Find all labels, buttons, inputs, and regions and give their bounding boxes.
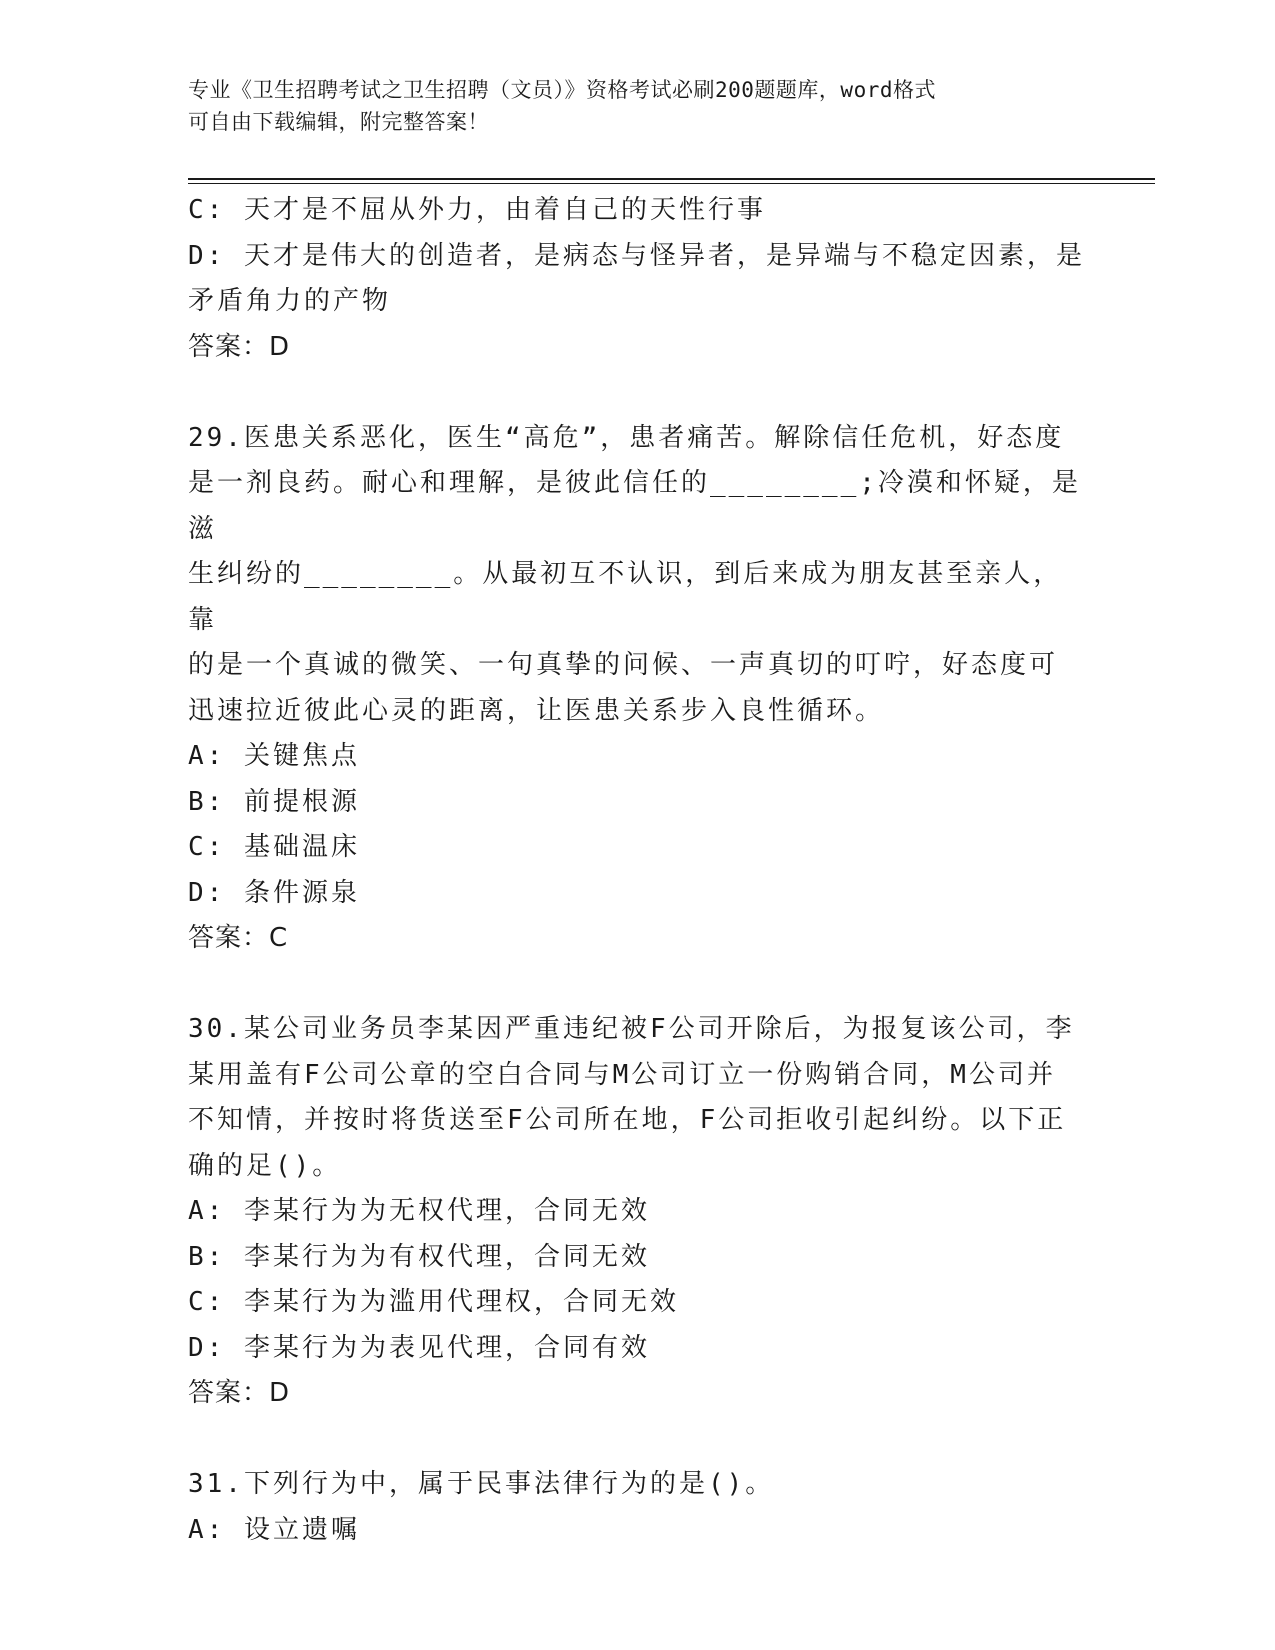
answer: 答案：C — [188, 923, 289, 953]
option-c: C: 李某行为为滥用代理权，合同无效 — [188, 1287, 679, 1317]
answer: 答案：D — [188, 331, 291, 362]
question-stem-line: 不知情，并按时将货送至F公司所在地，F公司拒收引起纠纷。以下正 — [188, 1105, 1067, 1135]
question-stem-line: 的是一个真诚的微笑、一句真挚的问候、一声真切的叮咛，好态度可 — [188, 650, 1059, 680]
question-stem-line: 迅速拉近彼此心灵的距离，让医患关系步入良性循环。 — [188, 695, 885, 726]
question-29 — [188, 416, 1088, 962]
option-d: D: 条件源泉 — [188, 877, 360, 908]
header-divider-thin — [188, 183, 1155, 184]
question-31 — [188, 1462, 1088, 1553]
question-stem-line: 29.医患关系恶化，医生“高危”，患者痛苦。解除信任危机，好态度 — [188, 422, 1065, 453]
question-stem-line: 是一剂良药。耐心和理解，是彼此信任的________;冷漠和怀疑，是滋 — [188, 468, 1081, 544]
header-line-2: 可自由下载编辑，附完整答案！ — [188, 110, 489, 134]
question-stem-line: 30.某公司业务员李某因严重违纪被F公司开除后，为报复该公司，李 — [188, 1014, 1075, 1044]
spacer — [188, 962, 1088, 1008]
option-b: B: 李某行为为有权代理，合同无效 — [188, 1241, 650, 1272]
question-stem-line: 某用盖有F公司公章的空白合同与M公司订立一份购销合同，M公司并 — [188, 1059, 1056, 1090]
header-line-1: 专业《卫生招聘考试之卫生招聘（文员）》资格考试必刷200题题库，word格式 — [188, 78, 936, 102]
document-body — [188, 188, 1088, 1553]
spacer — [188, 1417, 1088, 1463]
question-28-tail — [188, 188, 1088, 370]
option-d-line-2: 矛盾角力的产物 — [188, 286, 392, 316]
option-a: A: 设立遗嘱 — [188, 1514, 360, 1545]
option-d: D: 李某行为为表见代理，合同有效 — [188, 1332, 650, 1363]
option-d-line-1: D: 天才是伟大的创造者，是病态与怪异者，是异端与不稳定因素，是 — [188, 240, 1085, 271]
question-stem-line: 31.下列行为中，属于民事法律行为的是()。 — [188, 1469, 775, 1499]
option-c: C: 天才是不屈从外力，由着自己的天性行事 — [188, 195, 766, 225]
option-a: A: 李某行为为无权代理，合同无效 — [188, 1196, 650, 1226]
document-header — [188, 74, 1088, 138]
option-c: C: 基础温床 — [188, 832, 360, 862]
spacer — [188, 370, 1088, 416]
option-b: B: 前提根源 — [188, 786, 360, 817]
question-30 — [188, 1007, 1088, 1417]
option-a: A: 关键焦点 — [188, 741, 360, 771]
answer: 答案：D — [188, 1378, 291, 1408]
header-divider-thick — [188, 178, 1155, 180]
question-stem-line: 生纠纷的________。从最初互不认识，到后来成为朋友甚至亲人，靠 — [188, 559, 1063, 635]
question-stem-line: 确的足()。 — [188, 1150, 342, 1181]
